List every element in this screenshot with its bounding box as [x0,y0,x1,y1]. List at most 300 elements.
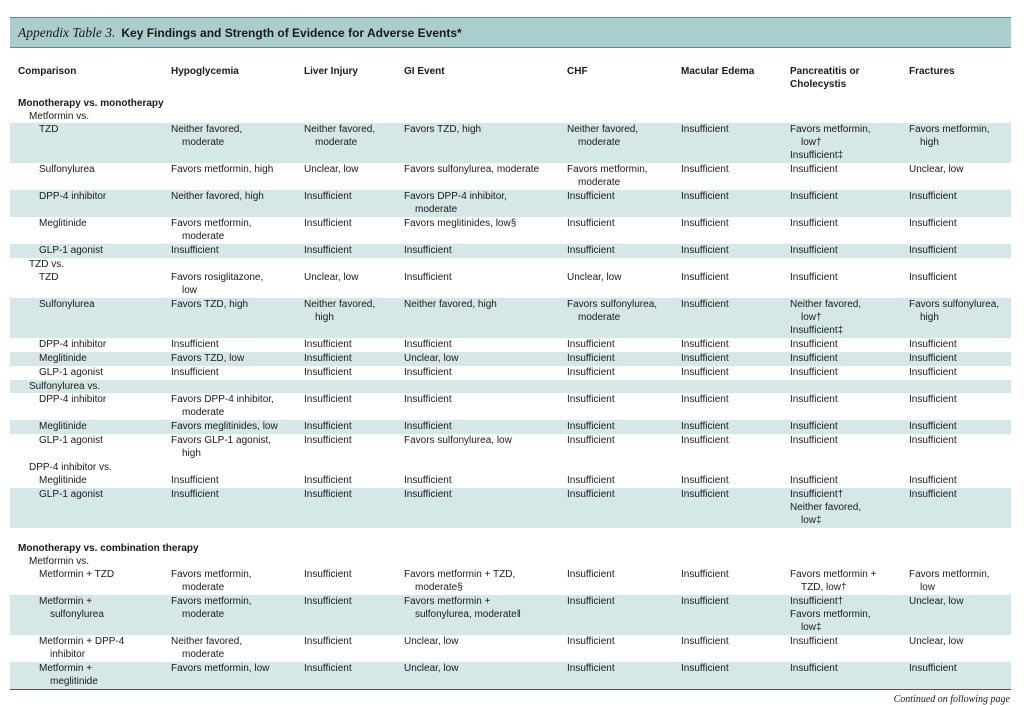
table-cell [909,568,990,594]
table-cell [681,420,729,433]
table-cell [304,568,352,581]
cell-line: Insufficient [790,191,838,202]
cell-line: Insufficient [171,489,219,500]
table-title-bar [10,17,1011,48]
cell-line: Favors metformin, high [171,164,274,175]
table-cell [567,595,615,608]
column-header: Liver Injury [304,66,358,77]
table-row [10,488,1011,528]
table-cell [790,595,871,634]
cell-line: moderate [182,231,225,242]
cell-line: Insufficient [681,339,729,350]
table-row [10,217,1011,244]
table-cell [681,366,729,379]
table-cell [790,635,838,648]
group-label: Metformin vs. [29,111,90,122]
table-cell [171,635,242,661]
cell-line: high [315,312,334,323]
cell-line: Favors metformin, [567,164,648,175]
cell-line: Unclear, low [404,663,459,674]
column-header: Comparison [18,66,77,77]
cell-line: Insufficient [567,596,615,607]
cell-line: Unclear, low [909,596,964,607]
cell-line: Favors DPP-4 inhibitor, [171,394,274,405]
table-row [10,420,1011,434]
cell-line: Favors meglitinides, low§ [404,218,517,229]
cell-line: Favors metformin, [909,124,990,135]
group-heading [10,461,1011,474]
table-cell [171,662,269,675]
table-cell [39,662,98,688]
table-cell [404,393,452,406]
group-label: Metformin vs. [29,556,90,567]
section-heading [10,542,1011,555]
table-cell [567,393,615,406]
cell-line: inhibitor [50,649,86,660]
group-heading [10,380,1011,393]
cell-line: moderate [182,407,225,418]
cell-line: moderate [578,137,621,148]
cell-line: Insufficient [304,636,352,647]
cell-line: Insufficient [567,353,615,364]
cell-line: moderate [415,204,458,215]
cell-line: Insufficient [681,569,729,580]
table-cell [909,244,957,257]
cell-line: Insufficient [790,245,838,256]
table-row [10,338,1011,352]
table-cell [404,298,497,311]
column-header: Hypoglycemia [171,66,239,77]
cell-line: Favors sulfonylurea, [909,299,1000,310]
cell-line: Insufficient [909,245,957,256]
table-cell [304,635,352,648]
table-cell [681,635,729,648]
column-header: GI Event [404,66,445,77]
table-cell [790,352,838,365]
cell-line: GLP-1 agonist [39,367,103,378]
table-cell [909,352,957,365]
table-cell [909,393,957,406]
cell-line: Insufficient [790,272,838,283]
cell-line: Insufficient [567,218,615,229]
cell-line: Insufficient [681,124,729,135]
cell-line: Unclear, low [404,353,459,364]
cell-line: Insufficient [304,191,352,202]
table-cell [304,352,352,365]
table-cell [909,595,963,608]
table-cell [567,244,615,257]
table-row [10,163,1011,190]
cell-line: Insufficient [790,475,838,486]
table-cell [39,298,95,311]
cell-line: Metformin + TZD [39,569,115,580]
cell-line: Favors metformin, low [171,663,270,674]
cell-line: GLP-1 agonist [39,489,103,500]
cell-line: Sulfonylurea [39,299,95,310]
cell-line: Insufficient [404,272,452,283]
table-cell [909,123,990,149]
cell-line: Insufficient [681,596,729,607]
cell-line: Insufficient [790,435,838,446]
cell-line: Insufficient [404,475,452,486]
cell-line: Insufficient [681,353,729,364]
table-cell [171,488,219,501]
table-cell [39,123,58,136]
table-cell [39,271,58,284]
cell-line: Favors rosiglitazone, [171,272,264,283]
cell-line: Favors sulfonylurea, moderate [404,164,540,175]
cell-line: Insufficient [304,435,352,446]
table-cell [404,244,452,257]
table-row [10,393,1011,420]
cell-line: Insufficient [790,394,838,405]
table-cell [909,217,957,230]
cell-line: Neither favored, high [404,299,497,310]
cell-line: Favors metformin, [171,596,252,607]
column-header: Macular Edema [681,66,755,77]
cell-line: Neither favored, [790,502,862,513]
column-header: CHF [567,66,588,77]
cell-line: Neither favored, [304,299,376,310]
table-cell [171,393,274,419]
table-cell [39,352,87,365]
table-cell [909,271,957,284]
table-cell [39,190,106,203]
table-cell [404,662,458,675]
table-cell [171,420,278,433]
cell-line: Insufficient [681,663,729,674]
table-cell [171,338,219,351]
cell-line: Insufficient [404,367,452,378]
table-cell [39,244,103,257]
cell-line: DPP-4 inhibitor [39,191,107,202]
cell-line: Insufficient [681,218,729,229]
cell-line: Insufficient [790,218,838,229]
cell-line: Insufficient [304,663,352,674]
cell-line: Insufficient [909,435,957,446]
cell-line: Favors sulfonylurea, [567,299,658,310]
cell-line: Neither favored, [567,124,639,135]
section-heading [10,97,1011,110]
table-cell [171,163,273,176]
cell-line: Insufficient [304,569,352,580]
table-cell [790,244,838,257]
cell-line: Insufficient [567,191,615,202]
cell-line: Insufficient [909,663,957,674]
table-cell [171,366,219,379]
table-cell [681,474,729,487]
cell-line: Unclear, low [567,272,622,283]
cell-line: Neither favored, [790,299,862,310]
table-cell [171,298,248,311]
cell-line: Insufficient [304,339,352,350]
table-cell [681,190,729,203]
table-cell [171,568,252,594]
table-row [10,190,1011,217]
table-cell [171,474,219,487]
cell-line: Insufficient [681,394,729,405]
table-cell [404,420,452,433]
column-header: Pancreatitis or Cholecystis [790,66,860,90]
cell-line: Insufficient [304,367,352,378]
table-cell [39,217,87,230]
cell-line: Insufficient† [790,596,844,607]
cell-line: Insufficient [567,569,615,580]
cell-line: TZD, low† [801,582,847,593]
table-cell [909,190,957,203]
table-cell [567,123,638,149]
table-cell [567,163,648,189]
cell-line: moderate [578,177,621,188]
cell-line: Unclear, low [304,272,359,283]
cell-line: Insufficient [790,339,838,350]
cell-line: Insufficient [790,421,838,432]
cell-line: Favors GLP-1 agonist, [171,435,272,446]
cell-line: Insufficient [171,367,219,378]
bottom-rule [10,689,1011,690]
cell-line: Insufficient [404,421,452,432]
cell-line: Insufficient [171,245,219,256]
cell-line: Insufficient [171,339,219,350]
cell-line: Insufficient [304,218,352,229]
cell-line: Insufficient [171,475,219,486]
table-cell [567,366,615,379]
table-row [10,474,1011,488]
cell-line: Insufficient [909,191,957,202]
cell-line: Insufficient [790,353,838,364]
table-cell [567,271,621,284]
group-heading [10,555,1011,568]
cell-line: Favors TZD, high [171,299,249,310]
cell-line: Metformin + DPP-4 [39,636,125,647]
table-cell [171,271,263,297]
table-row [10,595,1011,635]
table-cell [404,123,481,136]
cell-line: Insufficient‡ [790,150,844,161]
table-cell [909,662,957,675]
cell-line: GLP-1 agonist [39,435,103,446]
table-cell [404,163,539,176]
table-cell [39,474,87,487]
table-cell [304,190,352,203]
table-cell [304,366,352,379]
cell-line: Insufficient [790,367,838,378]
cell-line: Unclear, low [909,164,964,175]
cell-line: Insufficient [681,164,729,175]
table-cell [909,163,963,176]
cell-line: moderate [315,137,358,148]
cell-line: Insufficient† [790,489,844,500]
cell-line: Insufficient [681,489,729,500]
table-cell [39,568,114,581]
cell-line: Favors metformin, [790,609,871,620]
table-row [10,635,1011,662]
cell-line: DPP-4 inhibitor [39,394,107,405]
table-cell [304,488,352,501]
table-cell [790,662,838,675]
cell-line: Insufficient [404,394,452,405]
cell-line: Insufficient [681,435,729,446]
cell-line: TZD [39,272,59,283]
table-cell [567,190,615,203]
cell-line: GLP-1 agonist [39,245,103,256]
cell-line: moderate [182,609,225,620]
cell-line: Insufficient [681,636,729,647]
table-cell [567,635,615,648]
table-cell [171,244,219,257]
table-cell [790,271,838,284]
cell-line: Insufficient [681,191,729,202]
cell-line: Insufficient [681,272,729,283]
table-cell [790,298,861,337]
table-cell [404,635,458,648]
cell-line: Favors metformin, [171,218,252,229]
cell-line: moderate§ [415,582,463,593]
cell-line: Insufficient [790,164,838,175]
table-row [10,244,1011,258]
cell-line: Insufficient [304,394,352,405]
table-cell [567,338,615,351]
cell-line: low [182,285,198,296]
group-label: TZD vs. [29,259,64,270]
group-label: Sulfonylurea vs. [29,381,101,392]
table-cell [304,163,358,176]
table-cell [304,474,352,487]
table-cell [790,217,838,230]
table-row [10,123,1011,163]
cell-line: Insufficient [567,663,615,674]
table-cell [404,488,452,501]
cell-line: Neither favored, [304,124,376,135]
continued-note: Continued on following page [893,694,1010,705]
table-cell [304,298,375,324]
cell-line: Insufficient [567,394,615,405]
cell-line: Favors metformin + [404,596,491,607]
cell-line: Insufficient [567,489,615,500]
cell-line: Insufficient [567,367,615,378]
table-cell [790,488,861,527]
table-cell [681,662,729,675]
cell-line: Insufficient [567,475,615,486]
cell-line: Insufficient [304,421,352,432]
table-cell [304,595,352,608]
cell-line: low‡ [801,622,822,633]
cell-line: Meglitinide [39,218,87,229]
table-cell [304,662,352,675]
table-cell [790,190,838,203]
table-cell [567,217,615,230]
cell-line: Insufficient [304,245,352,256]
cell-line: high [920,312,939,323]
table-cell [681,338,729,351]
cell-line: Unclear, low [909,636,964,647]
table-cell [790,163,838,176]
table-cell [681,595,729,608]
cell-line: moderate [182,582,225,593]
cell-line: Metformin + [39,596,93,607]
cell-line: Favors metformin + [790,569,877,580]
cell-line: low [920,582,936,593]
cell-line: moderate [182,137,225,148]
cell-line: sulfonylurea [50,609,104,620]
cell-line: Insufficient [567,245,615,256]
table-cell [790,474,838,487]
cell-line: Insufficient [304,489,352,500]
cell-line: Sulfonylurea [39,164,95,175]
cell-line: Insufficient [909,353,957,364]
table-cell [681,488,729,501]
table-cell [681,123,729,136]
table-cell [567,568,615,581]
table-cell [39,488,103,501]
table-cell [404,366,452,379]
table-cell [404,568,515,594]
table-cell [681,217,729,230]
cell-line: Insufficient [790,663,838,674]
cell-line: Insufficient [909,367,957,378]
table-label: Appendix Table 3. [18,24,116,40]
table-cell [681,244,729,257]
table-cell [304,271,358,284]
table-cell [404,434,512,447]
table-row [10,298,1011,338]
table-cell [39,420,87,433]
table-cell [404,217,516,230]
cell-line: Insufficient [567,636,615,647]
table-cell [304,123,375,149]
table-cell [404,352,458,365]
table-cell [567,352,615,365]
table-row [10,366,1011,380]
table-cell [404,338,452,351]
cell-line: DPP-4 inhibitor [39,339,107,350]
table-title: Key Findings and Strength of Evidence for Adverse Events* [121,25,462,40]
table-cell [909,488,957,501]
table-cell [39,163,95,176]
cell-line: Insufficient [681,367,729,378]
cell-line: sulfonylurea, moderate‖ [415,609,521,620]
cell-line: Metformin + [39,663,93,674]
table-row [10,662,1011,689]
cell-line: Insufficient [909,489,957,500]
cell-line: Insufficient [404,489,452,500]
table-cell [567,298,657,324]
cell-line: Unclear, low [304,164,359,175]
cell-line: Insufficient [909,421,957,432]
table-cell [171,190,264,203]
cell-line: high [920,137,939,148]
table-cell [404,474,452,487]
table-row [10,271,1011,298]
table-cell [681,271,729,284]
cell-line: high [182,448,201,459]
table-cell [39,635,124,661]
table-cell [404,271,452,284]
table-cell [304,338,352,351]
table-cell [171,595,252,621]
cell-line: Neither favored, [171,636,243,647]
table-cell [790,366,838,379]
table-cell [39,393,106,406]
cell-line: TZD [39,124,59,135]
cell-line: low† [801,312,822,323]
group-heading [10,110,1011,123]
cell-line: Insufficient [681,475,729,486]
table-cell [304,434,352,447]
cell-line: Insufficient [909,475,957,486]
table-cell [404,595,521,621]
cell-line: Insufficient [909,272,957,283]
